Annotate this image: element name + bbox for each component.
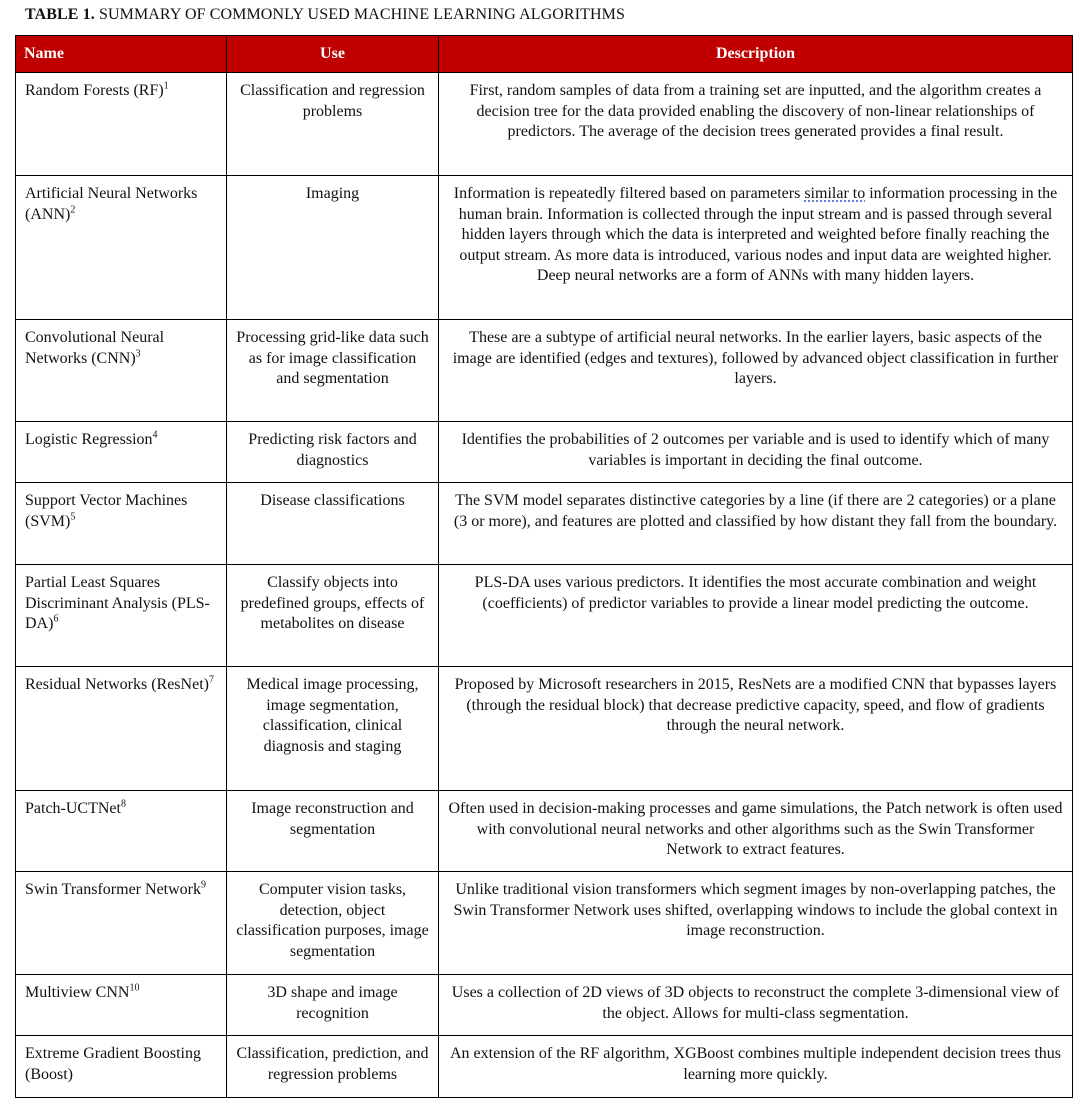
reference-superscript: 4	[152, 429, 158, 441]
description-text: information processing in the human brain. Information is collected through the input stream and is passed through several hidden layers through which the data is interpreted and weighted before finally reaching the output stream. As more data is introduced, various nodes and input data are weighted higher. Deep neural networks are a form of ANNs with many hidden layers.	[458, 185, 1058, 285]
row-name	[16, 872, 227, 975]
row-name-text: Artificial Neural Networks (ANN)	[25, 185, 198, 223]
row-name	[16, 73, 227, 176]
table-caption	[25, 6, 625, 24]
row-use: Classify objects into predefined groups, effects of metabolites on disease	[227, 565, 439, 667]
row-name-text: Extreme Gradient Boosting (Boost)	[25, 1045, 201, 1083]
reference-superscript: 2	[70, 204, 76, 216]
table-caption-text: SUMMARY OF COMMONLY USED MACHINE LEARNING ALGORITHMS	[98, 6, 625, 23]
row-name	[16, 422, 227, 483]
table-row	[16, 483, 1073, 565]
header-name: Name	[16, 36, 227, 73]
algorithms-table	[15, 35, 1073, 1098]
row-name	[16, 1036, 227, 1098]
row-name-text: Swin Transformer Network	[25, 881, 201, 898]
row-name-text: Logistic Regression	[25, 431, 153, 448]
row-description: These are a subtype of artificial neural networks. In the earlier layers, basic aspects of the image are identified (edges and textures), followed by advanced object classification in further layers.	[439, 320, 1073, 422]
row-use: Predicting risk factors and diagnostics	[227, 422, 439, 483]
row-use: Classification and regression problems	[227, 73, 439, 176]
row-description: An extension of the RF algorithm, XGBoost combines multiple independent decision trees thus learning more quickly.	[439, 1036, 1073, 1098]
table-caption-label: TABLE 1.	[25, 6, 95, 23]
reference-superscript: 1	[163, 80, 169, 92]
row-description: Unlike traditional vision transformers which segment images by non-overlapping patches, the Swin Transformer Network uses shifted, overlapping windows to include the global context in image reconstruction.	[439, 872, 1073, 975]
table-row	[16, 975, 1073, 1036]
table-header-row	[16, 36, 1073, 73]
row-name-text: Random Forests (RF)	[25, 82, 164, 99]
row-description: Uses a collection of 2D views of 3D objects to reconstruct the complete 3-dimensional view of the object. Allows for multi-class segmentation.	[439, 975, 1073, 1036]
description-text-pre: Information is repeatedly filtered based on parameters	[453, 185, 805, 202]
header-description: Description	[439, 36, 1073, 73]
row-name-text: Multiview CNN	[25, 984, 130, 1001]
row-name	[16, 565, 227, 667]
row-use: Classification, prediction, and regression problems	[227, 1036, 439, 1098]
row-name	[16, 483, 227, 565]
reference-superscript: 9	[201, 879, 206, 891]
row-description: The SVM model separates distinctive categories by a line (if there are 2 categories) or a plane (3 or more), and features are plotted and classified by how distant they fall from the boundary.	[439, 483, 1073, 565]
row-use: 3D shape and image recognition	[227, 975, 439, 1036]
reference-superscript: 10	[129, 982, 140, 994]
table-row	[16, 565, 1073, 667]
row-use: Imaging	[227, 176, 439, 320]
table-row	[16, 667, 1073, 791]
table-row	[16, 1036, 1073, 1098]
table-row	[16, 872, 1073, 975]
row-use: Processing grid-like data such as for image classification and segmentation	[227, 320, 439, 422]
row-name-text: Residual Networks (ResNet)	[25, 676, 209, 693]
row-name-text: Support Vector Machines (SVM)	[25, 492, 188, 530]
row-name-text: Partial Least Squares Discriminant Analysis (PLS-DA)	[25, 574, 210, 633]
row-name	[16, 791, 227, 872]
row-use: Computer vision tasks, detection, object classification purposes, image segmentation	[227, 872, 439, 975]
row-description: Identifies the probabilities of 2 outcomes per variable and is used to identify which of many variables is important in deciding the final outcome.	[439, 422, 1073, 483]
row-name	[16, 667, 227, 791]
row-name-text: Patch-UCTNet	[25, 800, 121, 817]
table-row	[16, 422, 1073, 483]
table-row	[16, 73, 1073, 176]
reference-superscript: 6	[53, 613, 59, 625]
row-description: First, random samples of data from a training set are inputted, and the algorithm creates a decision tree for the data provided enabling the discovery of non-linear relationships of predictors. The average of the decision trees generated provides a final result.	[439, 73, 1073, 176]
row-use: Medical image processing, image segmentation, classification, clinical diagnosis and staging	[227, 667, 439, 791]
reference-superscript: 5	[70, 511, 76, 523]
grammar-flagged-text: similar to	[804, 185, 866, 202]
row-name	[16, 975, 227, 1036]
table-row	[16, 320, 1073, 422]
reference-superscript: 8	[120, 798, 126, 810]
row-name	[16, 176, 227, 320]
row-description: Often used in decision-making processes and game simulations, the Patch network is often used with convolutional neural networks and other algorithms such as the Swin Transformer Network to extract features.	[439, 791, 1073, 872]
table-row	[16, 176, 1073, 320]
reference-superscript: 3	[135, 348, 141, 360]
row-description: PLS-DA uses various predictors. It identifies the most accurate combination and weight (coefficients) of predictor variables to provide a linear model predicting the outcome.	[439, 565, 1073, 667]
reference-superscript: 7	[208, 674, 214, 686]
header-use: Use	[227, 36, 439, 73]
row-name	[16, 320, 227, 422]
row-use: Image reconstruction and segmentation	[227, 791, 439, 872]
table-row	[16, 791, 1073, 872]
row-use: Disease classifications	[227, 483, 439, 565]
row-description: Proposed by Microsoft researchers in 2015, ResNets are a modified CNN that bypasses layers (through the residual block) that decrease predictive capacity, speed, and flow of gradients through the neural network.	[439, 667, 1073, 791]
row-description	[439, 176, 1073, 320]
row-name-text: Convolutional Neural Networks (CNN)	[25, 329, 165, 367]
